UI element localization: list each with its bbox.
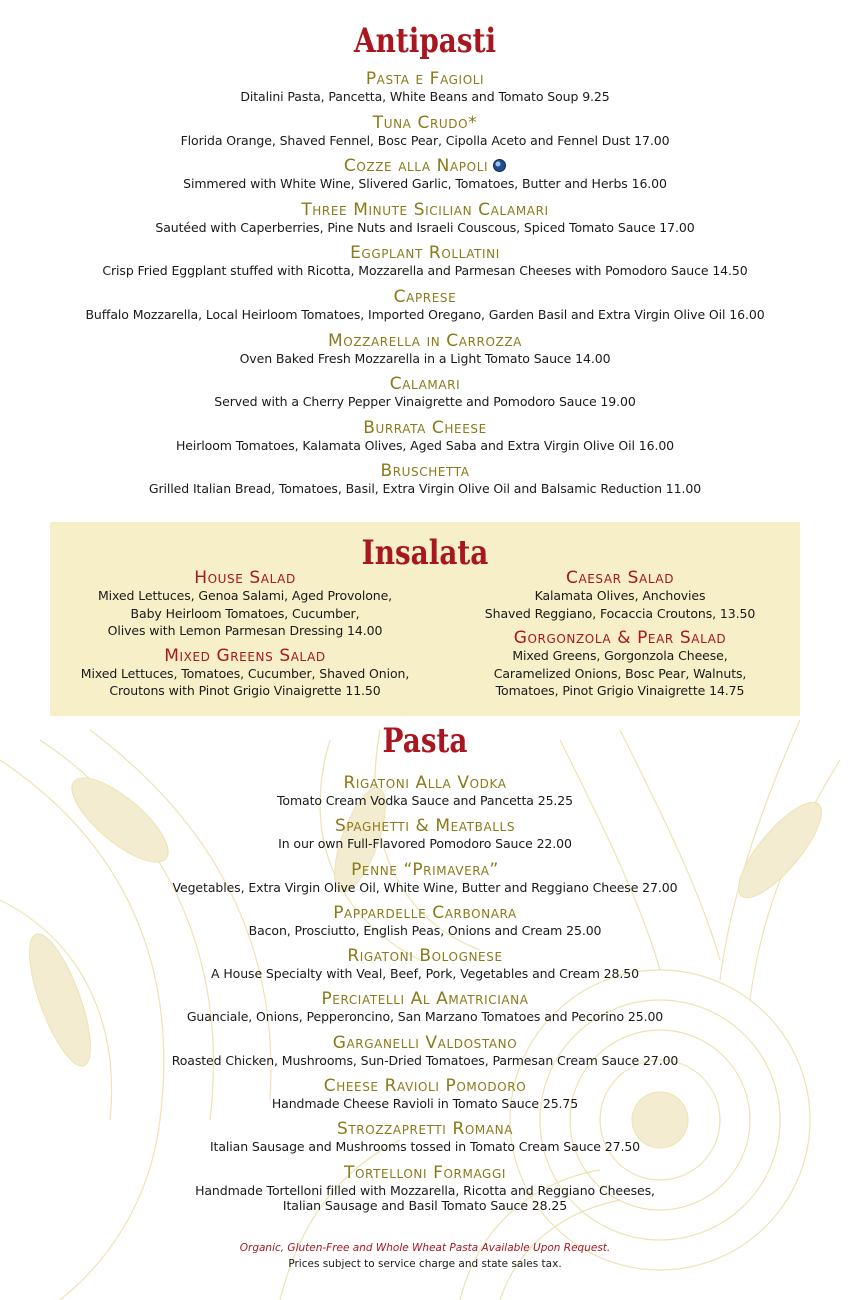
menu-item-name-text: Mozzarella in Carrozza: [328, 330, 522, 351]
menu-item-name: [0, 244, 850, 263]
menu-item-description: [0, 89, 850, 104]
menu-item-description-line: Italian Sausage and Basil Tomato Sauce 28.25: [282, 1197, 568, 1213]
menu-item-name: [0, 947, 850, 966]
menu-item-description-line: Grilled Italian Bread, Tomatoes, Basil, Extra Virgin Olive Oil and Balsamic Reduction 11.00: [148, 481, 702, 497]
insalata-title: Insalata: [361, 533, 489, 573]
menu-item-name-text: Mixed Greens Salad: [164, 645, 326, 666]
menu-item-description-line: Vegetables, Extra Virgin Olive Oil, White Wine, Butter and Reggiano Cheese 27.00: [172, 879, 678, 895]
menu-item-description-line: Oven Baked Fresh Mozzarella in a Light Tomato Sauce 14.00: [239, 350, 611, 366]
menu-item-name: [50, 570, 440, 587]
menu-item-name: [0, 332, 850, 351]
menu-item-description: [0, 793, 850, 808]
menu-item-name-text: Eggplant Rollatini: [350, 243, 500, 264]
menu-item-description-line: Simmered with White Wine, Slivered Garlic, Tomatoes, Butter and Herbs 16.00: [183, 176, 667, 192]
menu-item: [0, 990, 850, 1024]
menu-item-name-text: Garganelli Valdostano: [332, 1032, 518, 1053]
menu-item-description-line: Handmade Cheese Ravioli in Tomato Sauce 25.75: [271, 1096, 579, 1112]
menu-item-description-line: Italian Sausage and Mushrooms tossed in Tomato Cream Sauce 27.50: [209, 1139, 641, 1155]
menu-item-description-line: A House Specialty with Veal, Beef, Pork, Vegetables and Cream 28.50: [211, 966, 639, 982]
menu-item: [0, 1077, 850, 1111]
menu-item-name: [0, 375, 850, 394]
menu-item-description: [440, 647, 800, 700]
menu-item-name-text: Penne “Primavera”: [351, 859, 499, 880]
menu-item-description-line: Heirloom Tomatoes, Kalamata Olives, Aged Saba and Extra Virgin Olive Oil 16.00: [175, 437, 675, 453]
menu-item: [0, 419, 850, 453]
menu-item-description: [0, 307, 850, 322]
menu-item: [0, 947, 850, 981]
menu-item-name-text: Tortelloni Formaggi: [344, 1162, 506, 1183]
menu-item-description-line: Sautéed with Caperberries, Pine Nuts and Israeli Couscous, Spiced Tomato Sauce 17.00: [155, 219, 695, 235]
menu-item-description: [0, 1009, 850, 1024]
menu-item: [0, 774, 850, 808]
menu-item-name-text: Three Minute Sicilian Calamari: [301, 199, 549, 220]
menu-item-name: [0, 904, 850, 923]
menu-item: [440, 570, 800, 622]
menu-item-description-line: Guanciale, Onions, Pepperoncino, San Marzano Tomatoes and Pecorino 25.00: [186, 1009, 664, 1025]
menu-item-name: [0, 288, 850, 307]
insalata-right-column: [440, 570, 800, 708]
menu-item-name-text: Calamari: [389, 374, 461, 395]
pasta-title: Pasta: [382, 721, 468, 761]
menu-item-name-text: Caprese: [393, 286, 457, 307]
menu-item-description-line: Ditalini Pasta, Pancetta, White Beans and Tomato Soup 9.25: [240, 89, 610, 104]
menu-item-name: [0, 1077, 850, 1096]
menu-item-description-line: Roasted Chicken, Mushrooms, Sun-Dried Tomatoes, Parmesan Cream Sauce 27.00: [171, 1052, 679, 1068]
menu-item-description-line: Florida Orange, Shaved Fennel, Bosc Pear, Cipolla Aceto and Fennel Dust 17.00: [180, 132, 670, 148]
menu-item-name-text: Cozze alla Napoli: [343, 156, 489, 177]
menu-item-name: [0, 419, 850, 438]
menu-item-description: [0, 836, 850, 851]
menu-item-description-line: Buffalo Mozzarella, Local Heirloom Tomatoes, Imported Oregano, Garden Basil and Extra Virgin Olive Oil 16.00: [85, 306, 765, 322]
menu-item: [0, 1120, 850, 1154]
menu-item-description: [0, 923, 850, 938]
menu-item-name: [440, 630, 800, 647]
menu-item: [0, 201, 850, 235]
menu-item-description-line: Kalamata Olives, Anchovies: [534, 588, 706, 603]
antipasti-section: [0, 22, 850, 506]
insalata-left-column: [50, 570, 440, 708]
menu-item-name: [0, 70, 850, 89]
pasta-section: [0, 722, 850, 1222]
menu-item-name-text: Rigatoni Bolognese: [347, 946, 503, 967]
menu-item-description-line: Baby Heirloom Tomatoes, Cucumber,: [130, 605, 360, 621]
menu-item: [0, 244, 850, 278]
menu-item-name: [0, 201, 850, 220]
menu-item: [0, 114, 850, 148]
menu-item-description: [0, 176, 850, 191]
menu-item-description: [50, 587, 440, 640]
menu-item-description-line: In our own Full-Flavored Pomodoro Sauce 22.00: [278, 836, 572, 852]
menu-item-name: [440, 570, 800, 587]
menu-item: [0, 817, 850, 851]
menu-item-name: [0, 774, 850, 793]
menu-item-name-text: Perciatelli Al Amatriciana: [321, 989, 529, 1010]
menu-item-name-text: Spaghetti & Meatballs: [334, 816, 516, 837]
insalata-section: [50, 522, 800, 716]
menu-item-name-text: Bruschetta: [380, 461, 470, 482]
pasta-availability-note: Organic, Gluten-Free and Whole Wheat Pasta Available Upon Request.: [239, 1242, 611, 1254]
menu-item: [0, 288, 850, 322]
menu-item-name: [0, 1164, 850, 1183]
seafood-badge-icon: [493, 159, 506, 172]
menu-item-description: [0, 880, 850, 895]
menu-item: [0, 1034, 850, 1068]
menu-item-name-text: Tuna Crudo*: [372, 112, 478, 133]
menu-item-description: [0, 263, 850, 278]
menu-footer: [0, 1240, 850, 1272]
menu-item-name-text: Pasta e Fagioli: [365, 69, 485, 89]
menu-item-name-text: Caesar Salad: [565, 568, 675, 588]
menu-item-description-line: Mixed Lettuces, Tomatoes, Cucumber, Shaved Onion,: [80, 665, 410, 681]
menu-item-description: [0, 1139, 850, 1154]
menu-item-description: [0, 394, 850, 409]
menu-item-description-line: Tomatoes, Pinot Grigio Vinaigrette 14.75: [495, 683, 745, 698]
menu-item-description-line: Crisp Fried Eggplant stuffed with Ricotta, Mozzarella and Parmesan Cheeses with Pomodoro Sauce 14.50: [102, 263, 748, 279]
menu-item-name-text: Strozzapretti Romana: [336, 1119, 514, 1140]
menu-item: [440, 630, 800, 700]
menu-item-description: [0, 220, 850, 235]
menu-item-description: [0, 1096, 850, 1111]
menu-item-description-line: Served with a Cherry Pepper Vinaigrette and Pomodoro Sauce 19.00: [214, 394, 636, 410]
menu-item-name-text: Pappardelle Carbonara: [333, 902, 517, 923]
menu-item-name: [50, 645, 440, 666]
menu-item-description-line: Bacon, Prosciutto, English Peas, Onions and Cream 25.00: [248, 922, 602, 938]
antipasti-title: Antipasti: [353, 21, 497, 61]
menu-item-description-line: Olives with Lemon Parmesan Dressing 14.00: [107, 623, 383, 638]
menu-item-name: [0, 462, 850, 481]
menu-item-name-text: Burrata Cheese: [363, 417, 487, 438]
menu-item: [0, 861, 850, 895]
menu-item-description: [440, 587, 800, 622]
menu-item-name-text: House Salad: [194, 568, 296, 588]
menu-item-description: [0, 438, 850, 453]
menu-item-description-line: Caramelized Onions, Bosc Pear, Walnuts,: [493, 665, 747, 681]
menu-item-name: [0, 861, 850, 880]
menu-item: [0, 904, 850, 938]
menu-item: [0, 1164, 850, 1213]
menu-item: [0, 462, 850, 496]
menu-item: [0, 332, 850, 366]
menu-item-description: [0, 1053, 850, 1068]
menu-item-name: [0, 1034, 850, 1053]
menu-item-description-line: Croutons with Pinot Grigio Vinaigrette 11.50: [109, 683, 381, 698]
menu-item: [0, 157, 850, 191]
menu-item-name: [0, 157, 850, 176]
menu-item-description-line: Mixed Greens, Gorgonzola Cheese,: [512, 648, 728, 663]
menu-item-name: [0, 817, 850, 836]
menu-item-description: [0, 1183, 850, 1213]
menu-item-description-line: Handmade Tortelloni filled with Mozzarella, Ricotta and Reggiano Cheeses,: [195, 1182, 655, 1198]
menu-item-name-text: Rigatoni Alla Vodka: [343, 773, 507, 793]
menu-item-name: [0, 114, 850, 133]
menu-item: [50, 570, 440, 640]
menu-item-description: [0, 966, 850, 981]
menu-item-name: [0, 1120, 850, 1139]
menu-item-description-line: Tomato Cream Vodka Sauce and Pancetta 25.25: [276, 793, 573, 808]
menu-item-description: [0, 351, 850, 366]
menu-item-name: [0, 990, 850, 1009]
menu-item-description-line: Mixed Lettuces, Genoa Salami, Aged Provolone,: [97, 588, 393, 603]
menu-item-description: [0, 133, 850, 148]
menu-item-name-text: Cheese Ravioli Pomodoro: [323, 1076, 527, 1097]
menu-item: [0, 70, 850, 104]
tax-note: Prices subject to service charge and state sales tax.: [288, 1258, 562, 1270]
antipasti-list: [0, 70, 850, 496]
pasta-list: [0, 774, 850, 1213]
menu-item-description-line: Shaved Reggiano, Focaccia Croutons, 13.50: [484, 605, 756, 621]
menu-item: [0, 375, 850, 409]
menu-item-description: [0, 481, 850, 496]
menu-item-name-text: Gorgonzola & Pear Salad: [513, 628, 727, 648]
menu-item: [50, 645, 440, 700]
menu-item-description: [50, 665, 440, 700]
